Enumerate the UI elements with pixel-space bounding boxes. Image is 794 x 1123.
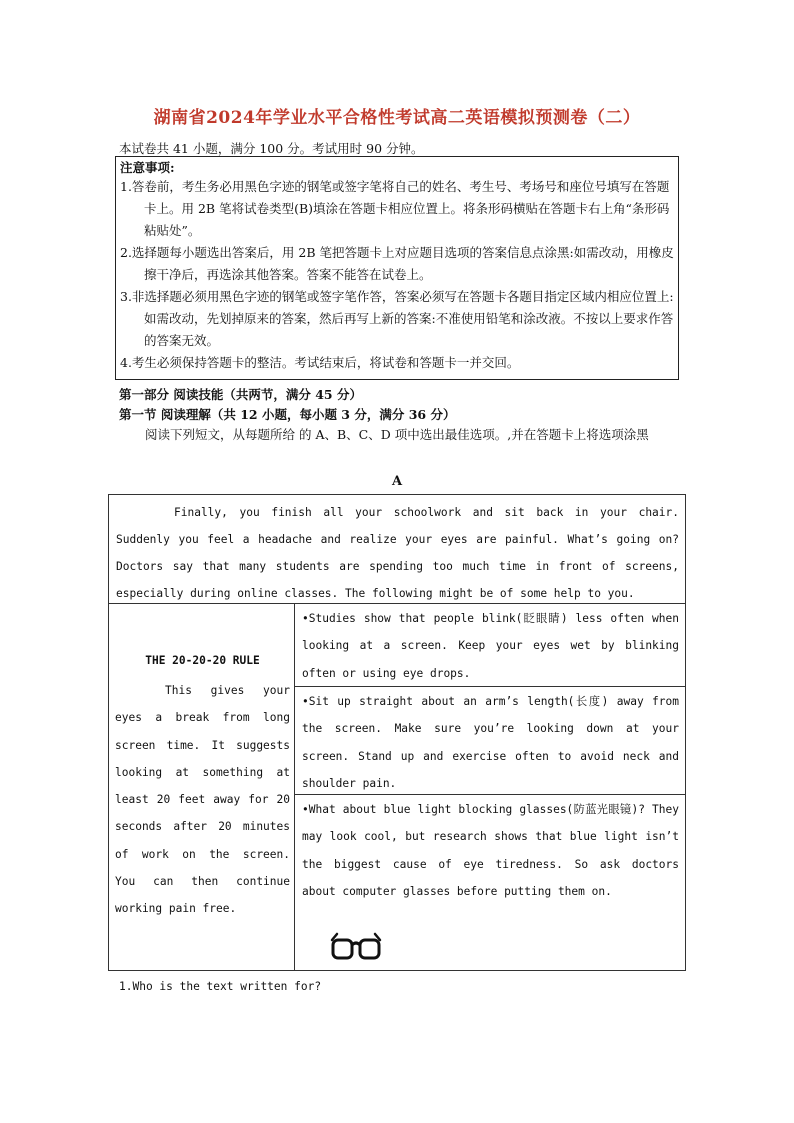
passage-intro: Finally, you finish all your schoolwork and sit back in your chair. Suddenly you feel a headache and realize your eyes are painful. What’s going on? Doctors say that many students are spending too much time in front of screens, especially during online classes. The following might be of some help to you. bbox=[108, 494, 686, 604]
glasses-icon bbox=[330, 930, 382, 962]
notice-item: 4.考生必须保持答题卡的整洁。考试结束后，将试卷和答题卡一并交回。 bbox=[120, 355, 520, 370]
rule-text: This gives your eyes a break from long screen time. It suggests looking at something at least 20 feet away for 20 seconds after 20 minutes of work on the screen. You can then continue working pain free. bbox=[115, 684, 290, 916]
notice-heading: 注意事项: bbox=[120, 160, 175, 175]
passage-letter: A bbox=[391, 474, 403, 489]
rule-title: THE 20-20-20 RULE bbox=[145, 654, 260, 667]
section-heading: 第一节 阅读理解（共 12 小题，每小题 3 分，满分 36 分） bbox=[119, 407, 456, 422]
exam-intro: 本试卷共 41 小题，满分 100 分。考试用时 90 分钟。 bbox=[119, 141, 424, 156]
tip-cell: •Sit up straight about an arm’s length(长度) away from the screen. Make sure you’re looking down at your screen. Stand up and exercise often to avoid neck and shoulder pain. bbox=[294, 686, 686, 795]
tip-cell: •What about blue light blocking glasses(防蓝光眼镜)? They may look cool, but research shows that blue light isn’t the biggest cause of eye tiredness. So ask doctors about computer glasses before putting them on. bbox=[294, 794, 686, 971]
notice-item: 1.答卷前，考生务必用黑色字迹的钢笔或签字笔将自己的姓名、考生号、考场号和座位号填写在答题卡上。用 2B 笔将试卷类型(B)填涂在答题卡相应位置上。将条形码横贴在答题卡右上角“条形码粘贴处”。 bbox=[120, 179, 670, 238]
rule-cell bbox=[108, 603, 295, 971]
page-title: 湖南省2024年学业水平合格性考试高二英语模拟预测卷（二） bbox=[153, 108, 641, 128]
notice-item: 3.非选择题必须用黑色字迹的钢笔或签字笔作答，答案必须写在答题卡各题目指定区域内相应位置上:如需改动，先划掉原来的答案，然后再写上新的答案:不准使用铅笔和涂改液。不按以上要求作答的答案无效。 bbox=[120, 289, 674, 348]
tip-cell: •Studies show that people blink(眨眼睛) less often when looking at a screen. Keep your eyes wet by blinking often or using eye drops. bbox=[294, 603, 686, 687]
question-1: 1.Who is the text written for? bbox=[119, 980, 322, 993]
instruction-text: 阅读下列短文，从每题所给 的 A、B、C、D 项中选出最佳选项。,并在答题卡上将选项涂黑 bbox=[145, 427, 649, 442]
part-heading: 第一部分 阅读技能（共两节，满分 45 分） bbox=[119, 387, 362, 402]
notice-box bbox=[115, 156, 679, 380]
notice-item: 2.选择题每小题选出答案后，用 2B 笔把答题卡上对应题目选项的答案信息点涂黑:如需改动，用橡皮擦干净后，再选涂其他答案。答案不能答在试卷上。 bbox=[120, 245, 674, 282]
